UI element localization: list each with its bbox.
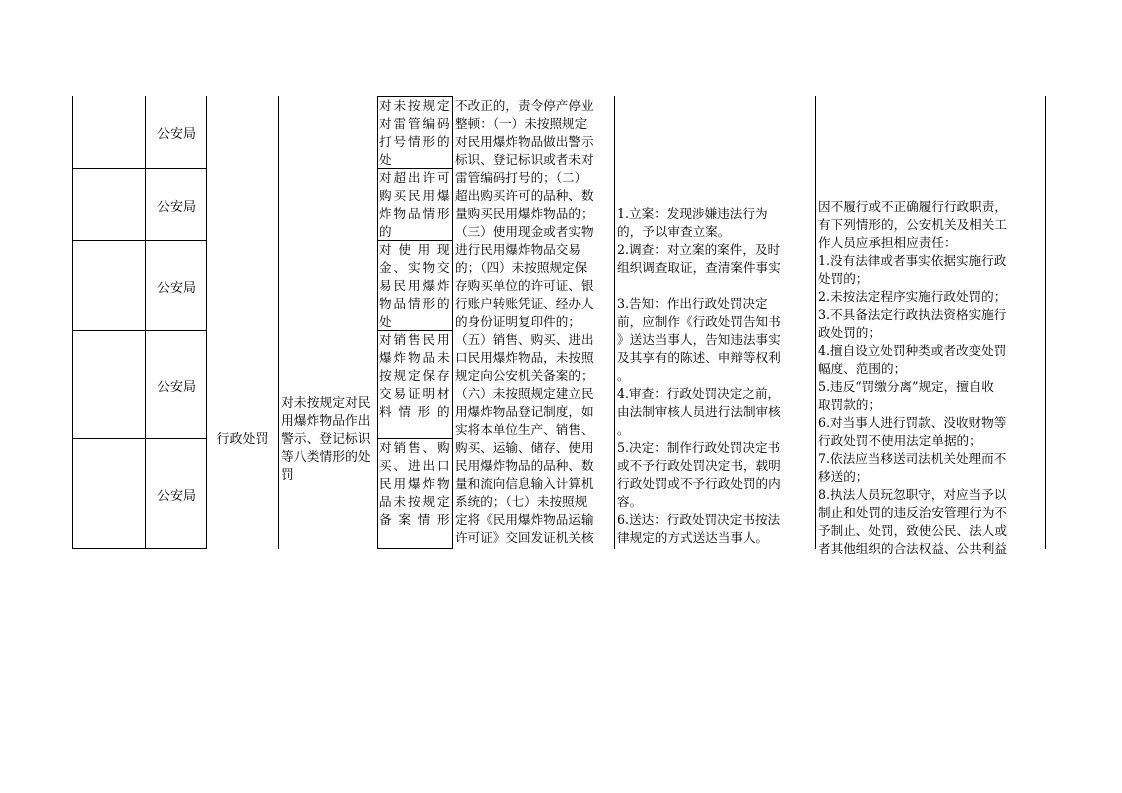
column-divider xyxy=(145,96,146,549)
row-divider xyxy=(72,330,207,331)
liability-line: 行政处罚不使用法定单据的； xyxy=(818,433,982,448)
legal-basis-line: 量购买民用爆炸物品的； xyxy=(455,206,594,221)
liability-line: 1.没有法律或者事实依据实施行政 xyxy=(818,253,1007,268)
sub-item: 对超出许可购买民用爆炸物品情形的 xyxy=(379,170,450,239)
legal-basis-line: 的身份证明复印件的； xyxy=(455,314,581,329)
column-divider xyxy=(614,96,615,549)
legal-basis-line: （六）未按照规定建立民 xyxy=(455,386,594,401)
liability-cell xyxy=(818,198,1044,556)
process-line: 6.送达：行政处罚决定书按法 xyxy=(617,512,781,527)
legal-basis-line: 的；（四）未按照规定保 xyxy=(455,260,588,275)
legal-basis-line: 行账户转账凭证、经办人 xyxy=(455,296,594,311)
legal-basis-line: 量和流向信息输入计算机 xyxy=(455,476,594,491)
liability-line: 予制止、处罚，致使公民、法人或 xyxy=(818,523,1007,538)
column-divider xyxy=(278,96,279,549)
legal-basis-line: 存购买单位的许可证、银 xyxy=(455,278,594,293)
liability-line: 政处罚的； xyxy=(818,325,881,340)
liability-line: 6.对当事人进行罚款、没收财物等 xyxy=(818,415,1007,430)
process-line: 及其享有的陈述、申辩等权利 xyxy=(617,350,781,365)
row-divider xyxy=(72,168,207,169)
liability-line: 7.依法应当移送司法机关处理而不 xyxy=(818,451,1007,466)
agency-cell: 公安局 xyxy=(156,489,196,504)
row-divider xyxy=(72,438,207,439)
process-line: 的，予以审查立案。 xyxy=(617,224,731,239)
liability-line: 因不履行或不正确履行行政职责， xyxy=(818,199,1007,214)
liability-line: 有下列情形的，公安机关及相关工 xyxy=(818,217,1007,232)
legal-basis-line: 实将本单位生产、销售、 xyxy=(455,422,594,437)
liability-line: 3.不具备法定行政执法资格实施行 xyxy=(818,307,1007,322)
process-cell xyxy=(617,205,814,548)
process-line: 或不予行政处罚决定书，载明 xyxy=(617,458,781,473)
table-border-bottom xyxy=(72,548,207,549)
process-line: 1.立案：发现涉嫌违法行为 xyxy=(617,206,768,221)
item-name-cell: 对未按规定对民用爆炸物品作出警示、登记标识等八类情形的处罚 xyxy=(281,396,371,483)
process-line: 。 xyxy=(617,422,630,437)
liability-line: 取罚款的； xyxy=(818,397,881,412)
process-line: 4.审查：行政处罚决定之前， xyxy=(617,386,781,401)
agency-cell: 公安局 xyxy=(156,281,196,296)
process-line: 组织调查取证，查清案件事实 xyxy=(617,260,781,275)
legal-basis-line: 雷管编码打号的；（二） xyxy=(455,170,588,185)
process-line: 5.决定：制作行政处罚决定书 xyxy=(617,440,781,455)
column-divider xyxy=(206,96,207,549)
legal-basis-line: 用爆炸物品登记制度，如 xyxy=(455,404,594,419)
sub-item: 对销售民用爆炸物品未按规定保存交易证明材料情形的 xyxy=(379,332,450,419)
legal-basis-line: 民用爆炸物品的品种、数 xyxy=(455,458,594,473)
process-line: 》送达当事人，告知违法事实 xyxy=(617,332,781,347)
row-divider xyxy=(72,240,207,241)
process-line: 。 xyxy=(617,368,630,383)
legal-basis-text xyxy=(455,97,614,547)
sub-item-border xyxy=(452,96,453,549)
liability-line: 8.执法人员玩忽职守，对应当予以 xyxy=(818,487,1007,502)
legal-basis-line: 规定向公安机关备案的； xyxy=(455,368,594,383)
legal-basis-cell xyxy=(455,97,614,548)
legal-basis-line: 口民用爆炸物品，未按照 xyxy=(455,350,594,365)
process-line: 3.告知：作出行政处罚决定 xyxy=(617,296,768,311)
liability-line: 幅度、范围的； xyxy=(818,361,907,376)
power-type-cell: 行政处罚 xyxy=(216,432,269,447)
legal-basis-line: 对民用爆炸物品做出警示 xyxy=(455,134,594,149)
legal-basis-line: （五）销售、购买、进出 xyxy=(455,332,594,347)
legal-basis-line: 许可证》交回发证机关核 xyxy=(455,530,594,545)
agency-cell: 公安局 xyxy=(156,380,196,395)
legal-basis-line: 超出购买许可的品种、数 xyxy=(455,188,594,203)
legal-basis-line: 进行民用爆炸物品交易 xyxy=(455,242,581,257)
liability-line: 4.擅自设立处罚种类或者改变处罚 xyxy=(818,343,1007,358)
process-line xyxy=(617,277,814,295)
liability-line: 处罚的； xyxy=(818,271,869,286)
process-line: 由法制审核人员进行法制审核 xyxy=(617,404,781,419)
agency-cell: 公安局 xyxy=(156,127,196,142)
legal-basis-line: 定将《民用爆炸物品运输 xyxy=(455,512,594,527)
agency-cell: 公安局 xyxy=(156,200,196,215)
process-line: 行政处罚或不予行政处罚的内 xyxy=(617,476,781,491)
legal-basis-line: 整顿：（一）未按照规定 xyxy=(455,116,588,131)
process-text xyxy=(617,205,814,547)
liability-line: 作人员应承担相应责任： xyxy=(818,235,957,250)
table-border-right xyxy=(1045,96,1046,549)
table-border-left xyxy=(72,96,73,549)
legal-basis-line: 标识、登记标识或者未对 xyxy=(455,152,594,167)
process-line: 2.调查：对立案的案件，及时 xyxy=(617,242,781,257)
liability-line: 者其他组织的合法权益、公共利益 xyxy=(818,541,1007,556)
process-line: 容。 xyxy=(617,494,643,509)
sub-item-border xyxy=(377,548,453,549)
liability-text xyxy=(818,198,1044,558)
liability-line: 移送的； xyxy=(818,469,869,484)
sub-item: 对销售、购买、进出口民用爆炸物品未按规定备案情形 xyxy=(379,440,450,527)
legal-basis-line: 购买、运输、储存、使用 xyxy=(455,440,594,455)
column-divider xyxy=(815,96,816,549)
liability-line: 5.违反“罚缴分离”规定，擅自收 xyxy=(818,379,995,394)
legal-basis-line: 不改正的，责令停产停业 xyxy=(455,98,594,113)
sub-item: 对使用现金、实物交易民用爆炸物品情形的处 xyxy=(379,242,450,329)
liability-line: 2.未按法定程序实施行政处罚的； xyxy=(818,289,1007,304)
sub-item: 对未按规定对雷管编码打号情形的处 xyxy=(379,98,450,167)
legal-basis-line: 系统的；（七）未按照规 xyxy=(455,494,588,509)
process-line: 前，应制作《行政处罚告知书 xyxy=(617,314,781,329)
process-line: 律规定的方式送达当事人。 xyxy=(617,530,769,545)
liability-line: 制止和处罚的违反治安管理行为不 xyxy=(818,505,1007,520)
legal-basis-line: （三）使用现金或者实物 xyxy=(455,224,594,239)
